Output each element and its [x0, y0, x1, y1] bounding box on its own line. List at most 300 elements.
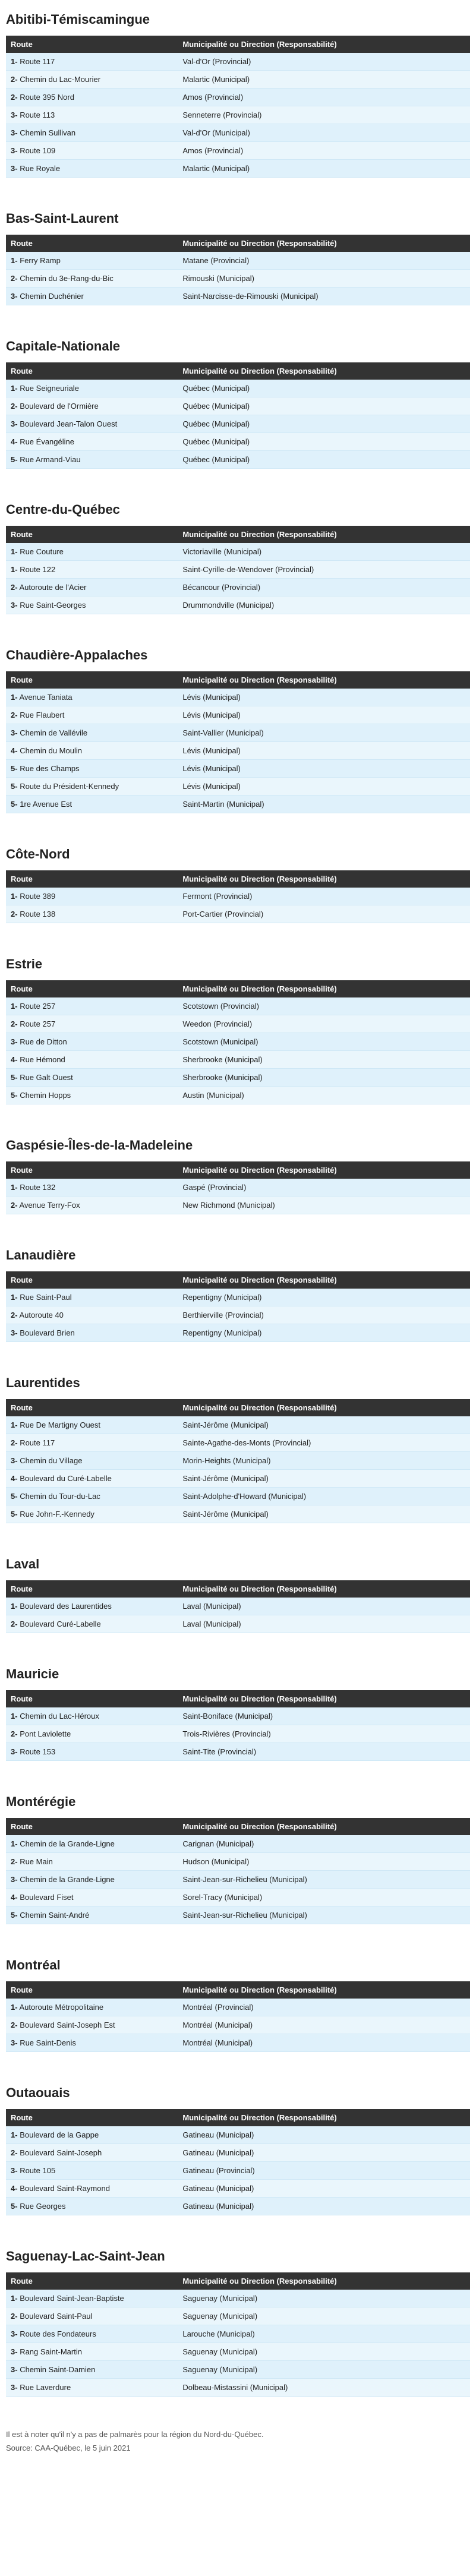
table-row: [6, 2379, 470, 2397]
route-name: Rue Main: [20, 1857, 53, 1866]
column-header-municipality: Municipalité ou Direction (Responsabilité): [178, 1690, 470, 1707]
ranking-table: [6, 36, 470, 178]
municipality-cell: Saint-Cyrille-de-Wendover (Provincial): [178, 561, 470, 579]
column-header-route: Route: [6, 2109, 178, 2126]
table-row: [6, 1725, 470, 1743]
route-name: Chemin Sullivan: [20, 128, 76, 137]
table-row: [6, 742, 470, 760]
ranking-table: [6, 2109, 470, 2215]
table-row: [6, 888, 470, 905]
ranking-table: [6, 1981, 470, 2052]
rank-number: 4-: [11, 1474, 18, 1483]
region-title: Saguenay-Lac-Saint-Jean: [6, 2249, 165, 2264]
table-row: [6, 561, 470, 579]
table-row: [6, 2343, 470, 2361]
rank-number: 5-: [11, 764, 18, 773]
municipality-cell: Victoriaville (Municipal): [178, 543, 470, 561]
table-row: [6, 1452, 470, 1470]
column-header-municipality: Municipalité ou Direction (Responsabilité): [178, 1399, 470, 1416]
rank-number: 4-: [11, 1893, 18, 1902]
route-name: Rue Georges: [20, 2202, 66, 2211]
route-cell: [6, 2198, 178, 2215]
route-cell: [6, 1069, 178, 1087]
rank-number: 5-: [11, 1073, 18, 1082]
municipality-cell: Lévis (Municipal): [178, 760, 470, 778]
municipality-cell: Gatineau (Provincial): [178, 2162, 470, 2180]
table-row: [6, 415, 470, 433]
route-cell: [6, 1871, 178, 1889]
route-name: Rue Saint-Georges: [20, 601, 86, 610]
rank-number: 5-: [11, 782, 18, 791]
table-header-row: [6, 235, 470, 252]
rank-number: 2-: [11, 1857, 18, 1866]
route-name: Autoroute Métropolitaine: [19, 2003, 104, 2012]
rank-number: 4-: [11, 1055, 18, 1064]
route-cell: [6, 760, 178, 778]
rank-number: 2-: [11, 1438, 18, 1447]
column-header-route: Route: [6, 1690, 178, 1707]
route-cell: [6, 2325, 178, 2343]
rank-number: 4-: [11, 746, 18, 755]
region-section: [6, 1794, 470, 1924]
region-title: Capitale-Nationale: [6, 339, 120, 353]
route-cell: [6, 397, 178, 415]
table-row: [6, 2162, 470, 2180]
region-section: [6, 2249, 470, 2397]
route-name: Rue Flaubert: [20, 711, 65, 719]
region-title: Bas-Saint-Laurent: [6, 211, 119, 226]
route-cell: [6, 795, 178, 813]
route-name: Rue De Martigny Ouest: [20, 1420, 101, 1429]
column-header-route: Route: [6, 1981, 178, 1999]
route-name: Rang Saint-Martin: [20, 2347, 82, 2356]
route-cell: [6, 1725, 178, 1743]
column-header-route: Route: [6, 526, 178, 543]
column-header-route: Route: [6, 980, 178, 997]
route-name: Boulevard Saint-Joseph: [20, 2148, 102, 2157]
route-cell: [6, 1615, 178, 1633]
region-title: Montréal: [6, 1958, 61, 1972]
route-name: Rue Seigneuriale: [20, 384, 79, 393]
rank-number: 1-: [11, 1293, 18, 1302]
municipality-cell: Repentigny (Municipal): [178, 1289, 470, 1306]
table-row: [6, 288, 470, 305]
route-name: Rue des Champs: [20, 764, 80, 773]
route-name: Route des Fondateurs: [20, 2329, 96, 2338]
route-name: Rue Saint-Paul: [20, 1293, 72, 1302]
municipality-cell: Saint-Adolphe-d'Howard (Municipal): [178, 1488, 470, 1505]
rank-number: 1-: [11, 693, 18, 702]
route-cell: [6, 706, 178, 724]
table-row: [6, 543, 470, 561]
table-header-row: [6, 2272, 470, 2290]
municipality-cell: Gatineau (Municipal): [178, 2126, 470, 2144]
municipality-cell: Bécancour (Provincial): [178, 579, 470, 596]
table-row: [6, 596, 470, 614]
table-header-row: [6, 980, 470, 997]
rank-number: 2-: [11, 1311, 18, 1319]
route-cell: [6, 1598, 178, 1615]
table-row: [6, 2361, 470, 2379]
rank-number: 3-: [11, 128, 18, 137]
column-header-route: Route: [6, 2272, 178, 2290]
rank-number: 5-: [11, 1510, 18, 1519]
municipality-cell: Austin (Municipal): [178, 1087, 470, 1104]
route-cell: [6, 1452, 178, 1470]
table-row: [6, 1853, 470, 1871]
route-name: Boulevard Saint-Raymond: [20, 2184, 110, 2193]
route-cell: [6, 2307, 178, 2325]
municipality-cell: Gatineau (Municipal): [178, 2144, 470, 2162]
column-header-route: Route: [6, 1580, 178, 1598]
municipality-cell: Québec (Municipal): [178, 380, 470, 397]
municipality-cell: Scotstown (Municipal): [178, 1033, 470, 1051]
municipality-cell: Montréal (Provincial): [178, 1999, 470, 2016]
route-cell: [6, 1470, 178, 1488]
route-name: Boulevard Jean-Talon Ouest: [20, 419, 118, 428]
table-row: [6, 433, 470, 451]
route-cell: [6, 71, 178, 89]
municipality-cell: Saguenay (Municipal): [178, 2307, 470, 2325]
table-row: [6, 1999, 470, 2016]
rank-number: 5-: [11, 800, 18, 809]
table-header-row: [6, 1161, 470, 1179]
region-title: Outaouais: [6, 2085, 70, 2100]
rank-number: 5-: [11, 1911, 18, 1920]
route-cell: [6, 106, 178, 124]
route-name: Boulevard Brien: [20, 1328, 75, 1337]
rank-number: 3-: [11, 111, 18, 119]
rank-number: 1-: [11, 1602, 18, 1611]
route-name: Route 109: [20, 146, 56, 155]
route-cell: [6, 2361, 178, 2379]
route-name: Rue Royale: [20, 164, 61, 173]
column-header-municipality: Municipalité ou Direction (Responsabilité): [178, 1161, 470, 1179]
table-row: [6, 1051, 470, 1069]
region-section: [6, 1958, 470, 2052]
route-name: Boulevard du Curé-Labelle: [20, 1474, 112, 1483]
rank-number: 2-: [11, 274, 18, 283]
table-row: [6, 1324, 470, 1342]
route-name: Route du Président-Kennedy: [20, 782, 119, 791]
region-title: Montérégie: [6, 1794, 76, 1809]
municipality-cell: Saguenay (Municipal): [178, 2343, 470, 2361]
table-header-row: [6, 1818, 470, 1835]
route-cell: [6, 415, 178, 433]
rank-number: 1-: [11, 2003, 18, 2012]
table-row: [6, 1889, 470, 1906]
route-name: Route 132: [20, 1183, 56, 1192]
rank-number: 3-: [11, 1328, 18, 1337]
region-title: Laurentides: [6, 1375, 80, 1390]
table-row: [6, 160, 470, 178]
route-cell: [6, 433, 178, 451]
municipality-cell: Sainte-Agathe-des-Monts (Provincial): [178, 1434, 470, 1452]
table-row: [6, 2034, 470, 2052]
table-row: [6, 1743, 470, 1761]
municipality-cell: Hudson (Municipal): [178, 1853, 470, 1871]
route-name: Chemin de la Grande-Ligne: [20, 1839, 115, 1848]
rank-number: 2-: [11, 583, 18, 592]
table-header-row: [6, 1271, 470, 1289]
table-row: [6, 397, 470, 415]
route-name: Pont Laviolette: [20, 1729, 71, 1738]
route-name: Autoroute 40: [19, 1311, 64, 1319]
rank-number: 1-: [11, 57, 18, 66]
ranking-table: [6, 1399, 470, 1523]
municipality-cell: Montréal (Municipal): [178, 2016, 470, 2034]
route-name: Route 257: [20, 1002, 56, 1011]
table-row: [6, 89, 470, 106]
table-row: [6, 1835, 470, 1853]
route-cell: [6, 1906, 178, 1924]
table-row: [6, 124, 470, 142]
region-section: [6, 1138, 470, 1214]
route-cell: [6, 2162, 178, 2180]
route-cell: [6, 888, 178, 905]
rank-number: 2-: [11, 1620, 18, 1628]
table-row: [6, 724, 470, 742]
table-row: [6, 1470, 470, 1488]
route-name: Boulevard des Laurentides: [20, 1602, 112, 1611]
route-cell: [6, 160, 178, 178]
column-header-route: Route: [6, 671, 178, 689]
table-row: [6, 1416, 470, 1434]
rank-number: 3-: [11, 164, 18, 173]
route-name: Route 138: [20, 910, 56, 918]
municipality-cell: Berthierville (Provincial): [178, 1306, 470, 1324]
table-header-row: [6, 362, 470, 380]
column-header-route: Route: [6, 1271, 178, 1289]
rank-number: 2-: [11, 75, 18, 84]
table-row: [6, 760, 470, 778]
ranking-table: [6, 1818, 470, 1924]
municipality-cell: Saint-Jean-sur-Richelieu (Municipal): [178, 1871, 470, 1889]
municipality-cell: Lévis (Municipal): [178, 778, 470, 795]
region-title: Chaudière-Appalaches: [6, 648, 148, 662]
route-cell: [6, 543, 178, 561]
column-header-municipality: Municipalité ou Direction (Responsabilité): [178, 2272, 470, 2290]
municipality-cell: Saint-Jérôme (Municipal): [178, 1505, 470, 1523]
rank-number: 3-: [11, 2329, 18, 2338]
table-header-row: [6, 2109, 470, 2126]
route-cell: [6, 905, 178, 923]
route-name: Chemin Hopps: [20, 1091, 71, 1100]
table-row: [6, 1306, 470, 1324]
rank-number: 3-: [11, 601, 18, 610]
route-cell: [6, 1306, 178, 1324]
municipality-cell: Malartic (Municipal): [178, 160, 470, 178]
region-section: [6, 1375, 470, 1523]
route-name: Route 122: [20, 565, 56, 574]
route-name: Route 395 Nord: [20, 93, 74, 102]
column-header-route: Route: [6, 870, 178, 888]
municipality-cell: Port-Cartier (Provincial): [178, 905, 470, 923]
route-name: Rue Évangéline: [20, 437, 74, 446]
table-header-row: [6, 36, 470, 53]
rank-number: 3-: [11, 1747, 18, 1756]
table-header-row: [6, 1981, 470, 1999]
ranking-table: [6, 870, 470, 923]
rank-number: 1-: [11, 1183, 18, 1192]
municipality-cell: Saint-Boniface (Municipal): [178, 1707, 470, 1725]
route-cell: [6, 2290, 178, 2307]
municipality-cell: Larouche (Municipal): [178, 2325, 470, 2343]
municipality-cell: Saint-Vallier (Municipal): [178, 724, 470, 742]
route-cell: [6, 561, 178, 579]
rank-number: 3-: [11, 1037, 18, 1046]
ranking-table: [6, 362, 470, 469]
column-header-route: Route: [6, 1161, 178, 1179]
municipality-cell: Matane (Provincial): [178, 252, 470, 270]
municipality-cell: Saint-Narcisse-de-Rimouski (Municipal): [178, 288, 470, 305]
table-row: [6, 1707, 470, 1725]
route-cell: [6, 2144, 178, 2162]
municipality-cell: Saint-Jean-sur-Richelieu (Municipal): [178, 1906, 470, 1924]
municipality-cell: Sorel-Tracy (Municipal): [178, 1889, 470, 1906]
municipality-cell: Saint-Jérôme (Municipal): [178, 1470, 470, 1488]
rank-number: 1-: [11, 1712, 18, 1721]
column-header-municipality: Municipalité ou Direction (Responsabilité): [178, 870, 470, 888]
region-section: [6, 1248, 470, 1342]
route-cell: [6, 270, 178, 288]
region-section: [6, 956, 470, 1104]
municipality-cell: Rimouski (Municipal): [178, 270, 470, 288]
route-name: Rue de Ditton: [20, 1037, 67, 1046]
route-cell: [6, 288, 178, 305]
route-cell: [6, 1743, 178, 1761]
municipality-cell: Saguenay (Municipal): [178, 2290, 470, 2307]
route-name: Ferry Ramp: [20, 256, 61, 265]
region-title: Côte-Nord: [6, 847, 70, 861]
table-row: [6, 1289, 470, 1306]
route-name: Rue John-F.-Kennedy: [20, 1510, 94, 1519]
route-cell: [6, 1707, 178, 1725]
route-name: Route 117: [20, 1438, 55, 1447]
municipality-cell: Saguenay (Municipal): [178, 2361, 470, 2379]
route-name: Chemin Saint-André: [20, 1911, 90, 1920]
municipality-cell: Trois-Rivières (Provincial): [178, 1725, 470, 1743]
route-cell: [6, 1889, 178, 1906]
column-header-municipality: Municipalité ou Direction (Responsabilité): [178, 980, 470, 997]
table-row: [6, 2325, 470, 2343]
municipality-cell: Saint-Jérôme (Municipal): [178, 1416, 470, 1434]
region-section: [6, 12, 470, 178]
route-cell: [6, 451, 178, 469]
route-name: Boulevard Saint-Joseph Est: [20, 2021, 115, 2029]
route-name: Rue Saint-Denis: [20, 2038, 76, 2047]
rank-number: 4-: [11, 2184, 18, 2193]
column-header-municipality: Municipalité ou Direction (Responsabilité): [178, 1818, 470, 1835]
footer-source: Source: CAA-Québec, le 5 juin 2021: [6, 2444, 131, 2452]
rank-number: 3-: [11, 2365, 18, 2374]
rank-number: 1-: [11, 2294, 18, 2303]
route-cell: [6, 1324, 178, 1342]
rank-number: 3-: [11, 292, 18, 301]
table-row: [6, 1434, 470, 1452]
route-name: Chemin du Moulin: [20, 746, 82, 755]
rank-number: 2-: [11, 1729, 18, 1738]
column-header-municipality: Municipalité ou Direction (Responsabilité): [178, 1271, 470, 1289]
rank-number: 1-: [11, 256, 18, 265]
rank-number: 5-: [11, 2202, 18, 2211]
route-cell: [6, 142, 178, 160]
route-name: Chemin du Tour-du-Lac: [20, 1492, 100, 1501]
rank-number: 2-: [11, 402, 18, 411]
table-header-row: [6, 870, 470, 888]
table-row: [6, 1087, 470, 1104]
route-cell: [6, 1488, 178, 1505]
rank-number: 2-: [11, 1019, 18, 1028]
route-cell: [6, 1999, 178, 2016]
route-name: Route 105: [20, 2166, 56, 2175]
municipality-cell: Senneterre (Provincial): [178, 106, 470, 124]
route-cell: [6, 689, 178, 706]
rank-number: 1-: [11, 2130, 18, 2139]
municipality-cell: Val-d'Or (Municipal): [178, 124, 470, 142]
table-header-row: [6, 526, 470, 543]
table-row: [6, 252, 470, 270]
table-row: [6, 1033, 470, 1051]
municipality-cell: Lévis (Municipal): [178, 706, 470, 724]
route-name: Avenue Taniata: [19, 693, 72, 702]
municipality-cell: Saint-Martin (Municipal): [178, 795, 470, 813]
region-title: Laval: [6, 1557, 40, 1571]
route-cell: [6, 2126, 178, 2144]
table-row: [6, 2016, 470, 2034]
region-section: [6, 211, 470, 305]
region-section: [6, 648, 470, 813]
municipality-cell: Drummondville (Municipal): [178, 596, 470, 614]
municipality-cell: Sherbrooke (Municipal): [178, 1069, 470, 1087]
municipality-cell: Malartic (Municipal): [178, 71, 470, 89]
region-section: [6, 1666, 470, 1761]
ranking-table: [6, 1271, 470, 1342]
rank-number: 2-: [11, 711, 18, 719]
municipality-cell: Fermont (Provincial): [178, 888, 470, 905]
municipality-cell: Repentigny (Municipal): [178, 1324, 470, 1342]
route-name: Chemin de Vallévile: [20, 728, 88, 737]
table-header-row: [6, 1399, 470, 1416]
route-cell: [6, 2180, 178, 2198]
table-row: [6, 689, 470, 706]
region-title: Mauricie: [6, 1666, 59, 1681]
route-name: Boulevard Fiset: [20, 1893, 74, 1902]
municipality-cell: Gatineau (Municipal): [178, 2180, 470, 2198]
route-name: Route 389: [20, 892, 56, 901]
rank-number: 3-: [11, 2383, 18, 2392]
column-header-route: Route: [6, 36, 178, 53]
route-name: Autoroute de l'Acier: [19, 583, 87, 592]
route-name: Boulevard Saint-Paul: [20, 2312, 93, 2321]
route-cell: [6, 1505, 178, 1523]
route-cell: [6, 742, 178, 760]
route-name: Rue Galt Ouest: [20, 1073, 73, 1082]
rank-number: 1-: [11, 1002, 18, 1011]
rank-number: 1-: [11, 892, 18, 901]
region-section: [6, 847, 470, 923]
table-row: [6, 1179, 470, 1197]
rank-number: 3-: [11, 728, 18, 737]
rank-number: 2-: [11, 2021, 18, 2029]
rank-number: 5-: [11, 455, 18, 464]
route-cell: [6, 1835, 178, 1853]
route-cell: [6, 1289, 178, 1306]
route-name: Chemin du 3e-Rang-du-Bic: [20, 274, 114, 283]
route-name: Route 113: [20, 111, 55, 119]
table-row: [6, 2198, 470, 2215]
ranking-table: [6, 1161, 470, 1214]
